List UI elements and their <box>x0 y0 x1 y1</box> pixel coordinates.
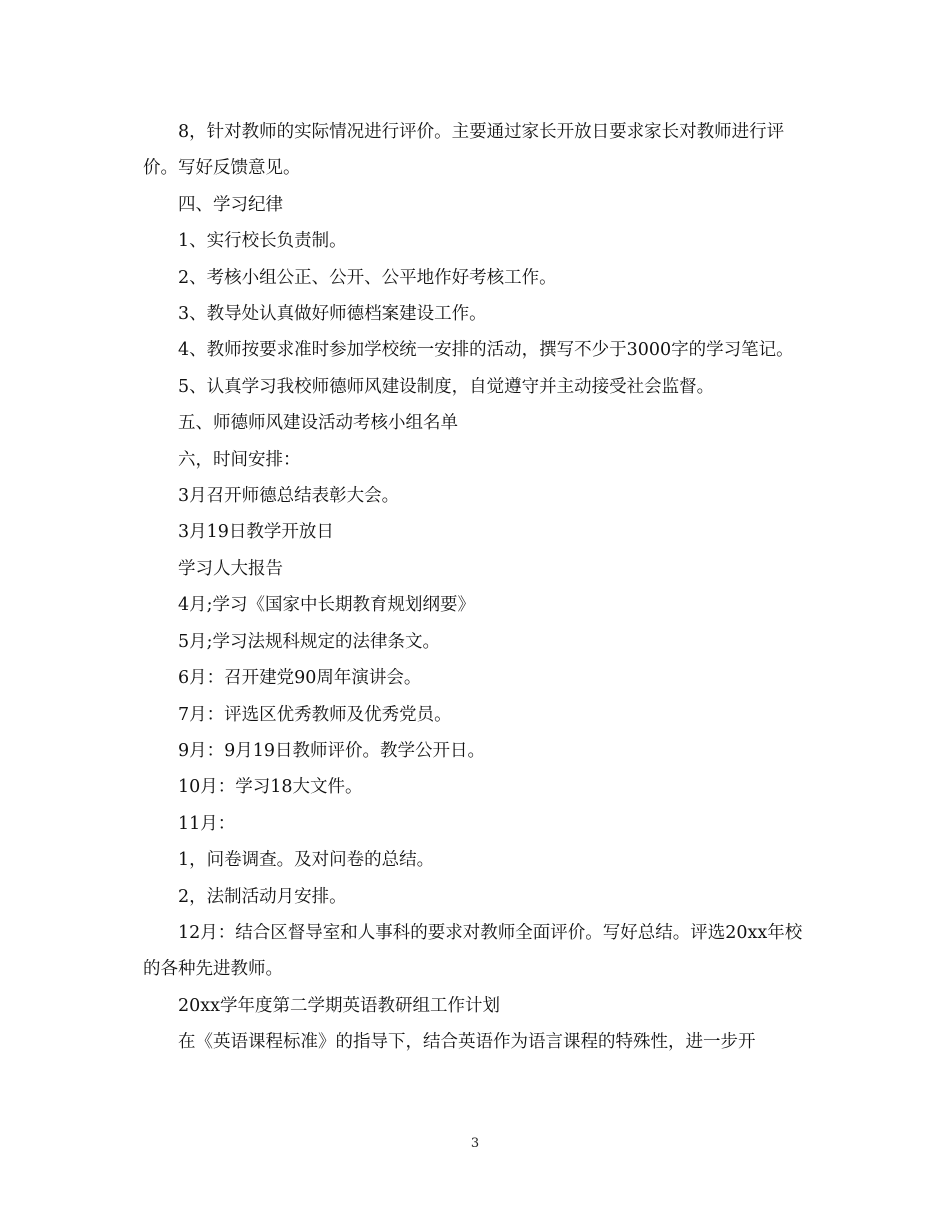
heading-schedule: 六，时间安排： <box>178 449 301 470</box>
list-item: 3、教导处认真做好师德档案建设工作。 <box>178 304 487 325</box>
schedule-item: 9月：9月19日教师评价。教学公开日。 <box>178 740 486 761</box>
schedule-item: 6月：召开建党90周年演讲会。 <box>178 668 422 689</box>
heading-study-discipline: 四、学习纪律 <box>178 194 283 215</box>
list-item: 4、教师按要求准时参加学校统一安排的活动，撰写不少于3000字的学习笔记。 <box>178 340 794 361</box>
heading-assessment-group: 五、师德师风建设活动考核小组名单 <box>178 413 458 434</box>
list-item: 5、认真学习我校师德师风建设制度，自觉遵守并主动接受社会监督。 <box>178 376 715 397</box>
list-item: 1、实行校长负责制。 <box>178 231 347 252</box>
list-item: 2、考核小组公正、公开、公平地作好考核工作。 <box>178 267 557 288</box>
section-title-english-plan: 20xx学年度第二学期英语教研组工作计划 <box>178 995 501 1016</box>
paragraph-teacher-evaluation: 8，针对教师的实际情况进行评价。主要通过家长开放日要求家长对教师进行评价。写好反馈意见。 <box>143 122 785 179</box>
schedule-item: 5月;学习法规科规定的法律条文。 <box>178 631 441 652</box>
schedule-item: 3月19日教学开放日 <box>178 522 334 543</box>
schedule-item: 12月：结合区督导室和人事科的要求对教师全面评价。写好总结。评选20xx年校的各种先进教师。 <box>143 922 803 980</box>
schedule-item: 3月召开师德总结表彰大会。 <box>178 486 400 507</box>
schedule-subitem: 1，问卷调查。及对问卷的总结。 <box>178 850 435 871</box>
paragraph-english-intro: 在《英语课程标准》的指导下，结合英语作为语言课程的特殊性，进一步开 <box>178 1032 756 1053</box>
schedule-item: 11月： <box>178 813 236 834</box>
document-body <box>143 114 809 1061</box>
schedule-item: 10月：学习18大文件。 <box>178 777 363 798</box>
schedule-item: 4月;学习《国家中长期教育规划纲要》 <box>178 595 476 616</box>
schedule-item: 7月：评选区优秀教师及优秀党员。 <box>178 704 452 725</box>
schedule-subitem: 2，法制活动月安排。 <box>178 886 347 907</box>
page-number: 3 <box>470 1136 480 1151</box>
schedule-item: 学习人大报告 <box>178 558 283 579</box>
